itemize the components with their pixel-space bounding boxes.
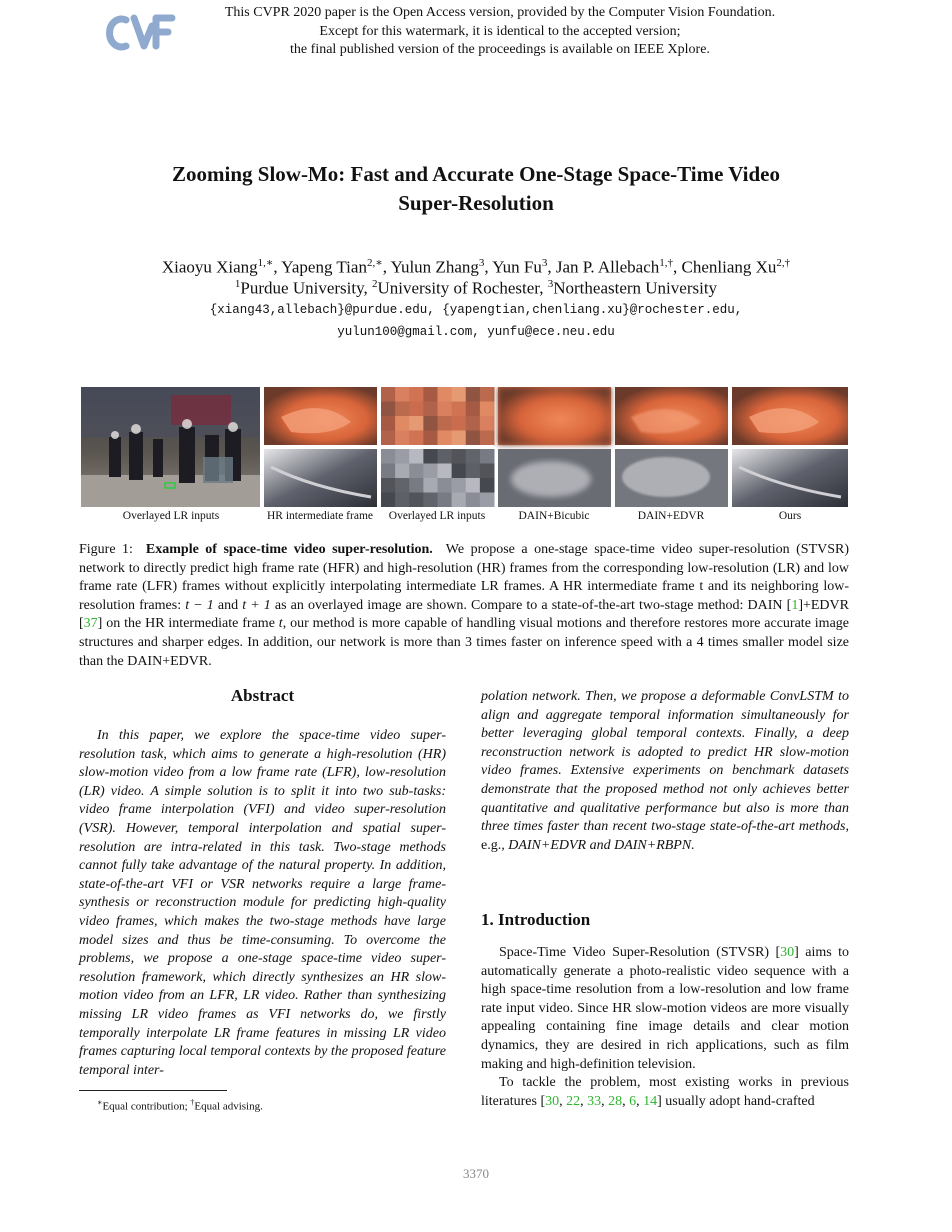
author-name: Yun Fu <box>492 257 542 277</box>
email-list <box>60 299 892 343</box>
overlayed-lr-scene-image <box>81 387 260 507</box>
title-line: Super-Resolution <box>398 191 554 215</box>
cvf-logo <box>104 8 176 56</box>
ours-image <box>732 387 848 507</box>
citation-link[interactable]: 22 <box>566 1093 581 1109</box>
paragraph-text: Space-Time Video Super-Resolution (STVSR) [ <box>499 945 781 960</box>
footnote-symbol: † <box>190 1098 195 1107</box>
citation-link[interactable]: 1 <box>791 597 799 613</box>
paragraph-text: To tackle the problem, most existing works in previous literatures [ <box>481 1075 849 1109</box>
author-name: Chenliang Xu <box>681 257 777 277</box>
affiliation-name: University of Rochester <box>377 278 540 298</box>
figure-sub-caption: Overlayed LR inputs <box>122 510 220 522</box>
caption-math: t + 1 <box>242 597 271 613</box>
abstract-body <box>79 727 446 1080</box>
footnote-text: Equal contribution; <box>102 1100 191 1113</box>
introduction-body <box>481 944 849 1111</box>
caption-text: , our method is more capable of handling visual motions and therefore restores more accurate image structures and sharper edges. In addition, our network is more than 3 times faster on inference speed with a 4 times smaller model size than the DAIN+EDVR. <box>79 616 849 669</box>
figure-1-caption <box>79 541 849 671</box>
dain-bicubic-image <box>498 387 611 507</box>
abstract-text: In this paper, we explore the space-time video super-resolution task, which aims to generate a high-resolution (HR) slow-motion video from a low frame rate (LFR), low-resolution (LR) video. A simple solution is to split it into two sub-tasks: video frame interpolation (VFI) and video super-resolution (VSR). However, temporal interpolation and spatial super-resolution are intra-related in this task. Two-stage methods cannot fully take advantage of the natural property. In addition, state-of-the-art VFI or VSR networks require a large frame-synthesis or reconstruction module for predicting high-quality video frames, which makes the two-stage methods have large model sizes and thus be time-consuming. To overcome the problems, we propose a one-stage space-time video super-resolution framework, which directly synthesizes an HR slow-motion video from an LFR, LR video. Rather than synthesizing missing LR video frames as VFI networks do, we firstly temporally interpolate LR frame features in missing LR video frames capturing local temporal contexts by the proposed feature temporal inter- <box>79 728 446 1078</box>
author-name: Jan P. Allebach <box>555 257 660 277</box>
affiliation-mark: 3 <box>547 278 554 290</box>
watermark-line: This CVPR 2020 paper is the Open Access version, provided by the Computer Vision Foundation. <box>224 5 776 20</box>
author-affiliation-mark: 1,∗ <box>257 257 274 269</box>
caption-text: ] on the HR intermediate frame <box>97 616 279 632</box>
author-affiliation-mark: 1,† <box>659 257 673 269</box>
author-name: Xiaoyu Xiang <box>161 257 258 277</box>
citation-link[interactable]: 30 <box>545 1093 560 1109</box>
caption-text: ]+EDVR [ <box>79 597 849 632</box>
affiliation-mark: 1 <box>234 278 241 290</box>
abstract-text: , DAIN+EDVR and DAIN+RBPN. <box>501 837 695 853</box>
footnote-text: Equal advising. <box>194 1100 263 1113</box>
abstract-text: e.g. <box>481 837 502 853</box>
paragraph-text: ] aims to automatically generate a photo-realistic video sequence with a high space-time resolution from a low-resolution and low frame rate input video. Since HR slow-motion videos are more visually appealing containing fine image details and clear motion dynamics, they are desired in rich applications, such as film making and high-definition television. <box>481 945 849 1072</box>
figure-sub-caption: DAIN+Bicubic <box>518 510 590 522</box>
footnote-rule <box>79 1090 227 1091</box>
caption-math: t − 1 <box>185 597 214 613</box>
paper-title <box>100 160 852 218</box>
abstract-text: polation network. Then, we propose a deformable ConvLSTM to align and aggregate temporal information simultaneously for better leveraging global temporal contexts. Finally, a deep reconstruction network is adopted to predict HR slow-motion video frames. Extensive experiments on benchmark datasets demonstrate that the proposed method not only achieves better quantitative and qualitative performance but also is more than three times faster than recent two-stage state-of-the-art methods, <box>481 689 849 835</box>
abstract-heading: Abstract <box>230 686 295 705</box>
affiliation-name: Northeastern University <box>553 278 718 298</box>
affiliation-name: Purdue University <box>240 278 364 298</box>
figure-label: Figure 1: <box>79 542 133 557</box>
dain-edvr-image <box>615 387 728 507</box>
caption-math: t <box>278 616 283 632</box>
figure-sub-caption: Overlayed LR inputs <box>388 510 486 522</box>
paragraph <box>481 944 849 1074</box>
email-line: yulun100@gmail.com, yunfu@ece.neu.edu <box>337 325 615 339</box>
overlayed-lr-crop-image <box>381 387 495 507</box>
watermark-line: Except for this watermark, it is identical to the accepted version; <box>319 23 681 39</box>
page-number: 3370 <box>463 1166 489 1181</box>
citation-link[interactable]: 30 <box>780 945 795 960</box>
watermark-line: the final published version of the proceedings is available on IEEE Xplore. <box>290 42 710 57</box>
figure-sub-caption: Ours <box>778 510 802 522</box>
author-affiliation-mark: 3 <box>541 257 548 269</box>
paragraph: To tackle the problem, most existing works in previous literatures [30, 22, 33, 28, 6, 14] usually adopt hand-crafted <box>481 1075 849 1109</box>
hr-intermediate-frame-image <box>264 387 377 507</box>
author-affiliation-mark: 2,∗ <box>366 257 383 269</box>
figure-sub-caption: DAIN+EDVR <box>637 510 705 522</box>
abstract-body-continued <box>481 688 849 855</box>
citation-link[interactable]: 37 <box>83 616 98 632</box>
section-heading-introduction: 1. Introduction <box>481 910 591 929</box>
author-name: Yulun Zhang <box>390 257 479 277</box>
watermark-notice <box>190 4 810 60</box>
figure-1-images <box>81 387 848 507</box>
citation-link[interactable]: 28 <box>608 1093 623 1109</box>
footnote-symbol: ∗ <box>97 1098 103 1107</box>
figure-title: Example of space-time video super-resolution. <box>145 542 433 557</box>
affiliation-list: $^1$Purdue University, $^2$University of Rochester, $^3$Northeastern University <box>234 278 718 298</box>
citation-link[interactable]: 6 <box>629 1093 637 1109</box>
citation-link[interactable]: 33 <box>587 1093 602 1109</box>
affiliation-mark: 2 <box>372 278 378 290</box>
email-line: {xiang43,allebach}@purdue.edu, {yapengtian,chenliang.xu}@rochester.edu, <box>209 303 743 317</box>
footnote <box>79 1096 446 1114</box>
citation-link[interactable]: 14 <box>643 1093 658 1109</box>
paragraph-text: ] usually adopt hand-crafted <box>657 1093 815 1109</box>
caption-text: We propose a one-stage space-time video super-resolution (STVSR) network to directly predict high frame rate (HFR) and high-resolution (HR) frames from the corresponding low-resolution (LR) and low frame rate (LFR) frames without explicitly interpolating intermediate LR frames. A HR intermediate frame t and its neighboring low-resolution frames: <box>79 542 850 613</box>
author-name: Yapeng Tian <box>281 257 367 277</box>
author-affiliation-mark: 2,† <box>776 257 791 269</box>
caption-text: and <box>213 597 243 613</box>
figure-sub-caption: HR intermediate frame <box>266 510 373 522</box>
author-list: Xiaoyu Xiang$^{1,∗}$, Yapeng Tian$^{2,∗}$, Yulun Zhang$^3$, Yun Fu$^3$, Jan P. Allebach$^{1,\dagger}$, Chenliang $Xu^{2,\dagger}$ <box>161 257 791 277</box>
title-line: Zooming Slow-Mo: Fast and Accurate One-Stage Space-Time Video <box>172 162 780 186</box>
author-affiliation-mark: 3 <box>478 257 485 269</box>
caption-text: as an overlayed image are shown. Compare to a state-of-the-art two-stage method: DAIN [ <box>270 597 792 613</box>
